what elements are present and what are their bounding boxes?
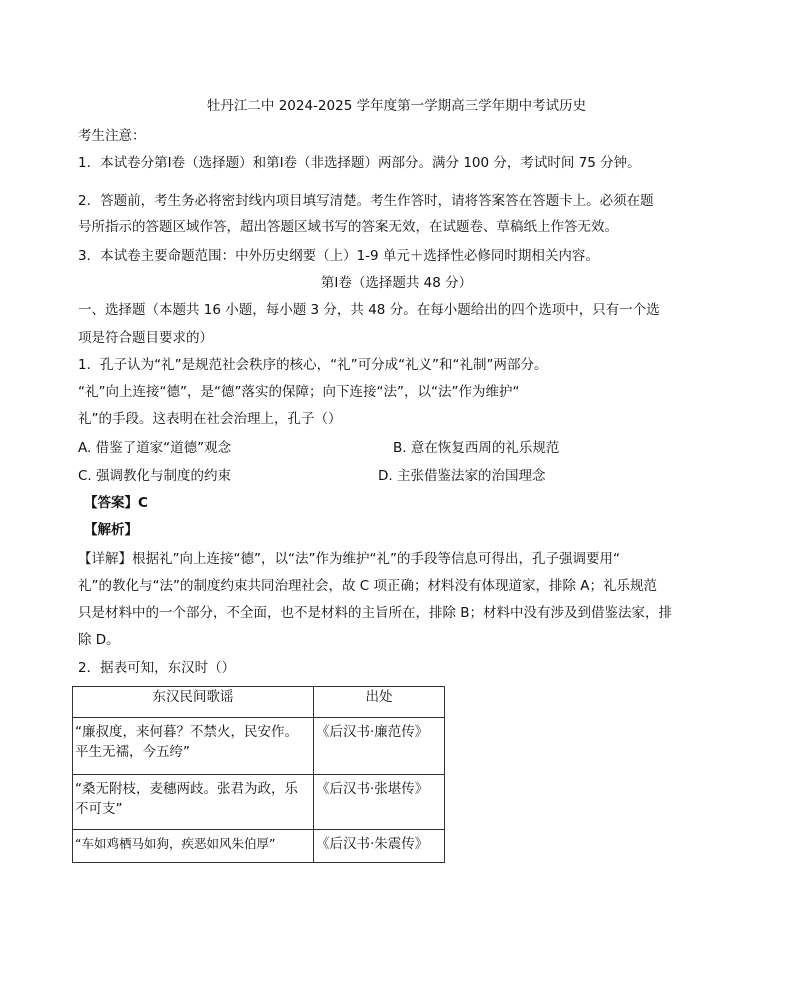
table-cell-source: 《后汉书·张堪传》	[314, 775, 445, 830]
section-intro: 一、选择题（本题共 16 小题，每小题 3 分，共 48 分。在每小题给出的四个选项中，只有一个选	[78, 302, 660, 318]
q1-detail-1: 【详解】根据礼”向上连接“德”，以“法”作为维护“礼”的手段等信息可得出，孔子强调要用“	[78, 551, 620, 567]
song-line: “车如鸡栖马如狗，疾恶如风朱伯厚”	[75, 836, 276, 851]
notice-2: 2．答题前，考生务必将密封线内项目填写清楚。考生作答时，请将答案答在答题卡上。必须在题	[78, 193, 654, 209]
table-row	[73, 775, 445, 830]
section-intro-cont: 项是符合题目要求的）	[78, 330, 213, 346]
notice-3: 3．本试卷主要命题范围：中外历史纲要（上）1-9 单元＋选择性必修同时期相关内容。	[78, 248, 599, 264]
song-line: 平生无襦，今五绔”	[75, 744, 190, 760]
q1-stem-cont: “礼”向上连接“德”，是“德”落实的保障；向下连接“法”，以“法”作为维护“	[78, 384, 520, 400]
q1-option-c: C. 强调教化与制度的约束	[78, 468, 232, 484]
q1-detail-4: 除 D。	[78, 632, 120, 648]
song-line: “廉叔度，来何暮？不禁火，民安作。	[75, 724, 298, 740]
q1-stem: 1．孔子认为“礼”是规范社会秩序的核心，“礼”可分成“礼义”和“礼制”两部分。	[78, 357, 548, 373]
table-row	[73, 718, 445, 775]
table-cell-song	[73, 830, 314, 863]
notice-1: 1．本试卷分第Ⅰ卷（选择题）和第Ⅰ卷（非选择题）两部分。满分 100 分，考试时间 75 分钟。	[78, 155, 641, 171]
q1-stem-end: 礼”的手段。这表明在社会治理上，孔子（）	[78, 411, 342, 427]
q1-detail-3: 只是材料中的一个部分，不全面，也不是材料的主旨所在，排除 B；材料中没有涉及到借鉴法家，排	[78, 605, 673, 621]
table-row	[73, 830, 445, 863]
q2-table	[72, 686, 445, 863]
table-header-source: 出处	[314, 687, 445, 718]
page-title: 牡丹江二中 2024-2025 学年度第一学期高三学年期中考试历史	[206, 98, 587, 114]
table-header-song: 东汉民间歌谣	[73, 687, 314, 718]
table-cell-source: 《后汉书·朱震传》	[314, 830, 445, 863]
table-cell-song	[73, 718, 314, 775]
notice-heading: 考生注意：	[78, 128, 146, 144]
table-header-row	[73, 687, 445, 718]
song-line: “桑无附枝，麦穗两歧。张君为政，乐	[75, 781, 298, 797]
table-cell-source: 《后汉书·廉范传》	[314, 718, 445, 775]
section-title: 第Ⅰ卷（选择题共 48 分）	[320, 275, 473, 291]
q1-option-b: B. 意在恢复西周的礼乐规范	[393, 440, 560, 456]
notice-2-cont: 号所指示的答题区域作答，超出答题区域书写的答案无效，在试题卷、草稿纸上作答无效。	[78, 219, 618, 235]
q2-stem: 2．据表可知，东汉时（）	[78, 660, 236, 676]
q1-option-a: A. 借鉴了道家“道德”观念	[78, 440, 232, 456]
q1-detail-2: 礼”的教化与“法”的制度约束共同治理社会，故 C 项正确；材料没有体现道家，排除 A；礼乐规范	[78, 578, 658, 594]
table-cell-song	[73, 775, 314, 830]
q1-analysis-label: 【解析】	[84, 522, 138, 538]
q1-answer: 【答案】C	[84, 495, 148, 511]
q1-option-d: D. 主张借鉴法家的治国理念	[378, 468, 546, 484]
song-line: 不可支”	[75, 801, 123, 817]
